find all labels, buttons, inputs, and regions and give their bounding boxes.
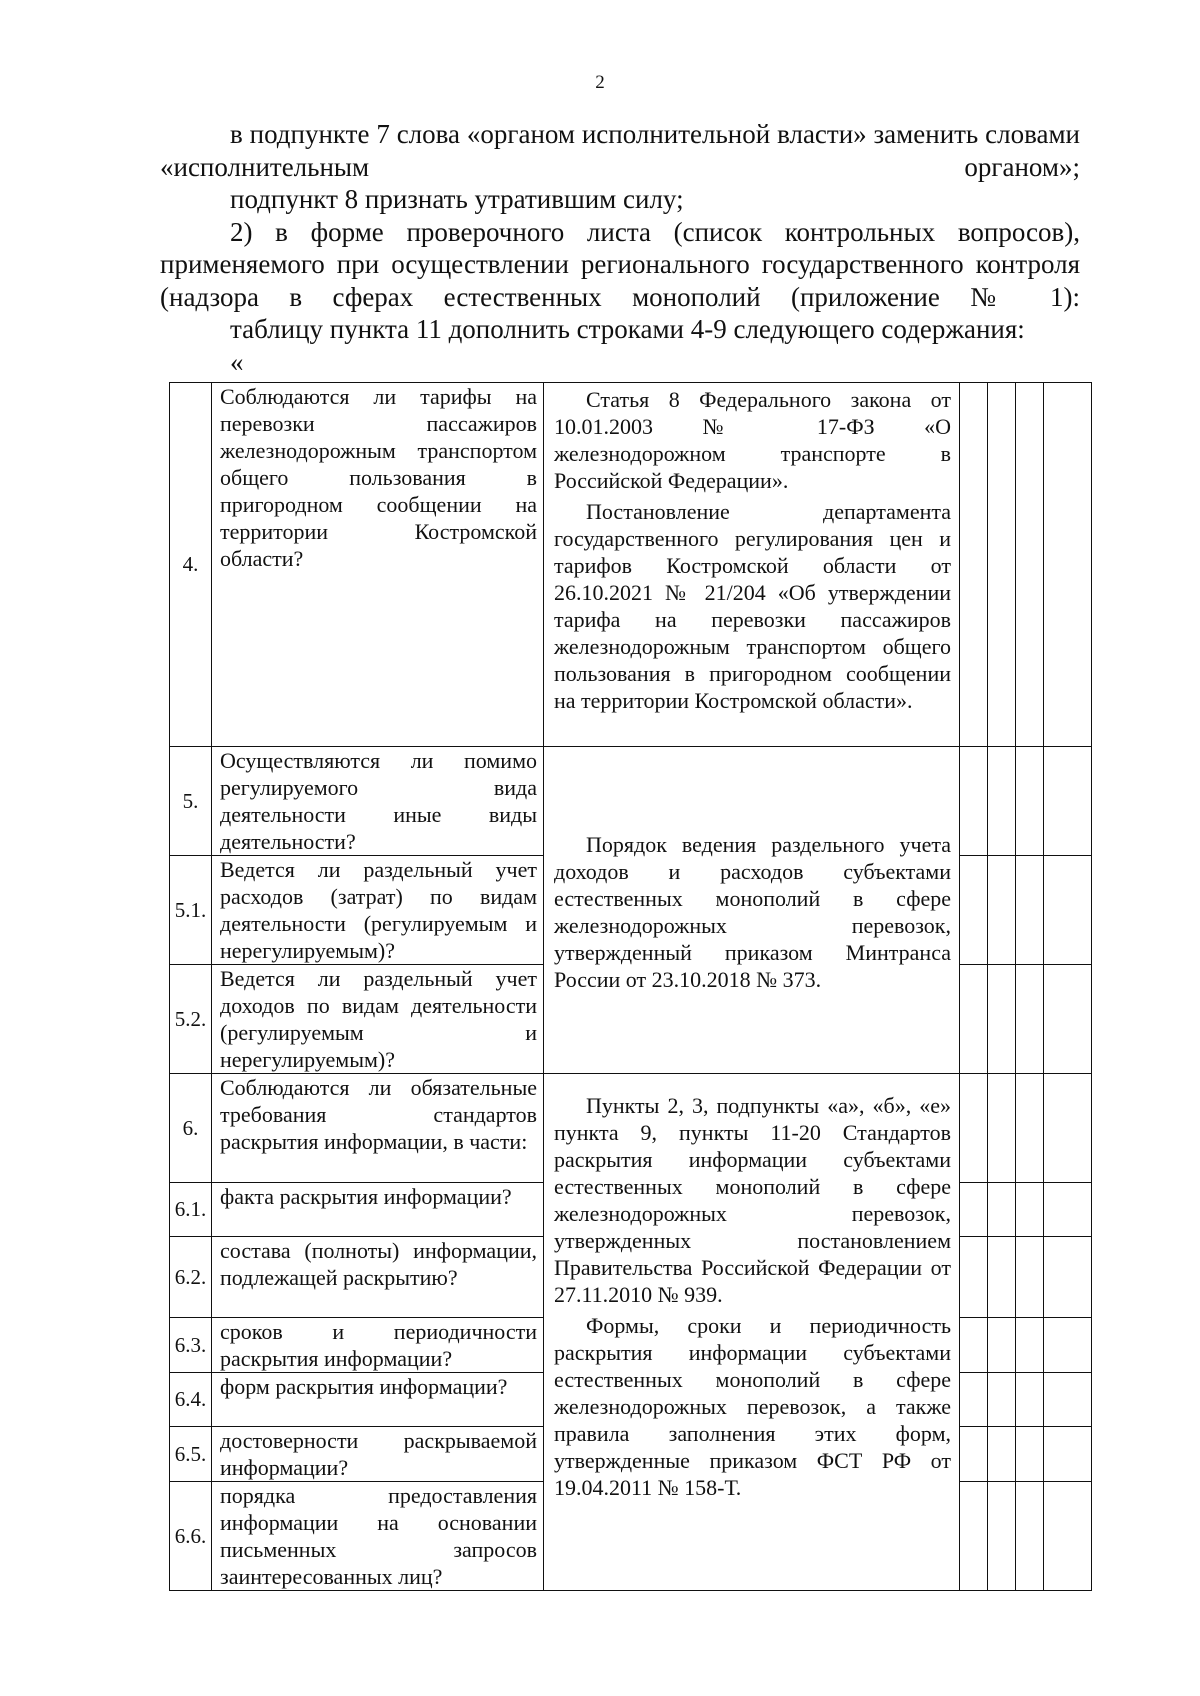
checkbox-cell-yes[interactable] bbox=[960, 747, 988, 856]
note-cell[interactable] bbox=[1044, 747, 1092, 856]
note-cell[interactable] bbox=[1044, 383, 1092, 747]
checkbox-cell-no[interactable] bbox=[988, 1482, 1016, 1591]
checkbox-cell-yes[interactable] bbox=[960, 1237, 988, 1318]
question-cell: Ведется ли раздельный учет доходов по видам деятельности (регулируемым и нерегулируемым)? bbox=[212, 965, 544, 1074]
paragraph-checklist-form: 2) в форме проверочного листа (список контрольных вопросов), применяемого при осуществлении регионального государственного контроля (надзора в сферах естественных монополий (приложение № 1): bbox=[160, 216, 1080, 312]
row-number: 6.3. bbox=[170, 1318, 212, 1373]
checkbox-cell-yes[interactable] bbox=[960, 1318, 988, 1373]
checklist-table bbox=[169, 382, 1092, 1591]
checkbox-cell-no[interactable] bbox=[988, 383, 1016, 747]
question-cell: Соблюдаются ли обязательные требования стандартов раскрытия информации, в части: bbox=[212, 1074, 544, 1183]
page-number: 2 bbox=[595, 72, 605, 93]
checkbox-cell-na[interactable] bbox=[1016, 1318, 1044, 1373]
checkbox-cell-yes[interactable] bbox=[960, 1427, 988, 1482]
row-number: 4. bbox=[170, 383, 212, 747]
table-row bbox=[170, 383, 1092, 747]
legal-basis-paragraph: Порядок ведения раздельного учета доходов и расходов субъектами естественных монополий в сфере железнодорожных перевозок, утвержденный приказом Минтранса России от 23.10.2018 № 373. bbox=[554, 831, 951, 992]
question-cell: форм раскрытия информации? bbox=[212, 1373, 544, 1427]
checkbox-cell-no[interactable] bbox=[988, 1318, 1016, 1373]
row-number: 6. bbox=[170, 1074, 212, 1183]
checkbox-cell-yes[interactable] bbox=[960, 1074, 988, 1183]
question-cell: Ведется ли раздельный учет расходов (затрат) по видам деятельности (регулируемым и нерегулируемым)? bbox=[212, 856, 544, 965]
checkbox-cell-no[interactable] bbox=[988, 1373, 1016, 1427]
question-cell: сроков и периодичности раскрытия информации? bbox=[212, 1318, 544, 1373]
checkbox-cell-no[interactable] bbox=[988, 747, 1016, 856]
checkbox-cell-yes[interactable] bbox=[960, 1373, 988, 1427]
note-cell[interactable] bbox=[1044, 965, 1092, 1074]
checkbox-cell-yes[interactable] bbox=[960, 856, 988, 965]
checkbox-cell-no[interactable] bbox=[988, 1183, 1016, 1237]
checkbox-cell-na[interactable] bbox=[1016, 747, 1044, 856]
checkbox-cell-no[interactable] bbox=[988, 1237, 1016, 1318]
note-cell[interactable] bbox=[1044, 1427, 1092, 1482]
checkbox-cell-na[interactable] bbox=[1016, 383, 1044, 747]
note-cell[interactable] bbox=[1044, 1237, 1092, 1318]
note-cell[interactable] bbox=[1044, 1482, 1092, 1591]
checkbox-cell-yes[interactable] bbox=[960, 965, 988, 1074]
checkbox-cell-na[interactable] bbox=[1016, 1427, 1044, 1482]
question-cell: достоверности раскрываемой информации? bbox=[212, 1427, 544, 1482]
checkbox-cell-yes[interactable] bbox=[960, 383, 988, 747]
question-cell: порядка предоставления информации на основании письменных запросов заинтересованных лиц? bbox=[212, 1482, 544, 1591]
row-number: 6.4. bbox=[170, 1373, 212, 1427]
checkbox-cell-na[interactable] bbox=[1016, 1074, 1044, 1183]
row-number: 6.1. bbox=[170, 1183, 212, 1237]
legal-basis-paragraph: Пункты 2, 3, подпункты «а», «б», «е» пункта 9, пункты 11-20 Стандартов раскрытия информации субъектами естественных монополий в сфере железнодорожных перевозок, утвержденных постановлением Правительства Российской Федерации от 27.11.2010 № 939. bbox=[554, 1093, 951, 1307]
paragraph-subpoint-8: подпункт 8 признать утратившим силу; bbox=[230, 184, 684, 214]
row-number: 6.2. bbox=[170, 1237, 212, 1318]
row-number: 6.5. bbox=[170, 1427, 212, 1482]
row-number: 5. bbox=[170, 747, 212, 856]
note-cell[interactable] bbox=[1044, 1318, 1092, 1373]
question-cell: состава (полноты) информации, подлежащей раскрытию? bbox=[212, 1237, 544, 1318]
checkbox-cell-na[interactable] bbox=[1016, 1237, 1044, 1318]
row-number: 5.1. bbox=[170, 856, 212, 965]
question-cell: Осуществляются ли помимо регулируемого вида деятельности иные виды деятельности? bbox=[212, 747, 544, 856]
note-cell[interactable] bbox=[1044, 1074, 1092, 1183]
checkbox-cell-no[interactable] bbox=[988, 965, 1016, 1074]
note-cell[interactable] bbox=[1044, 1183, 1092, 1237]
legal-basis-paragraph: Постановление департамента государственного регулирования цен и тарифов Костромской области от 26.10.2021 № 21/204 «Об утверждении тарифа на перевозки пассажиров железнодорожным транспортом общего пользования в пригородном сообщении на территории Костромской области». bbox=[554, 499, 951, 713]
amendment-text bbox=[160, 118, 1080, 378]
checkbox-cell-no[interactable] bbox=[988, 1074, 1016, 1183]
checkbox-cell-na[interactable] bbox=[1016, 856, 1044, 965]
paragraph-subpoint-7: в подпункте 7 слова «органом исполнительной власти» заменить словами «исполнительным органом»; bbox=[160, 119, 1080, 182]
checkbox-cell-na[interactable] bbox=[1016, 965, 1044, 1074]
checkbox-cell-yes[interactable] bbox=[960, 1482, 988, 1591]
paragraph-table-addition: таблицу пункта 11 дополнить строками 4-9 следующего содержания: bbox=[230, 314, 1025, 344]
checkbox-cell-no[interactable] bbox=[988, 1427, 1016, 1482]
checkbox-cell-na[interactable] bbox=[1016, 1482, 1044, 1591]
legal-basis-paragraph: Статья 8 Федерального закона от 10.01.2003 № 17-ФЗ «О железнодорожном транспорте в Российской Федерации». bbox=[554, 387, 951, 493]
checkbox-cell-na[interactable] bbox=[1016, 1373, 1044, 1427]
checkbox-cell-na[interactable] bbox=[1016, 1183, 1044, 1237]
checkbox-cell-yes[interactable] bbox=[960, 1183, 988, 1237]
table-row bbox=[170, 1074, 1092, 1183]
question-cell: Соблюдаются ли тарифы на перевозки пассажиров железнодорожным транспортом общего пользования в пригородном сообщении на территории Костромской области? bbox=[212, 383, 544, 747]
note-cell[interactable] bbox=[1044, 856, 1092, 965]
legal-basis-cell bbox=[544, 747, 960, 1074]
checkbox-cell-no[interactable] bbox=[988, 856, 1016, 965]
opening-quote: « bbox=[230, 346, 244, 377]
note-cell[interactable] bbox=[1044, 1373, 1092, 1427]
table-row bbox=[170, 747, 1092, 856]
legal-basis-paragraph: Формы, сроки и периодичность раскрытия информации субъектами естественных монополий в сфере железнодорожных перевозок, а также правила заполнения этих форм, утвержденные приказом ФСТ РФ от 19.04.2011 № 158-Т. bbox=[554, 1313, 951, 1500]
legal-basis-cell bbox=[544, 1074, 960, 1591]
question-cell: факта раскрытия информации? bbox=[212, 1183, 544, 1237]
legal-basis-cell bbox=[544, 383, 960, 747]
row-number: 6.6. bbox=[170, 1482, 212, 1591]
row-number: 5.2. bbox=[170, 965, 212, 1074]
